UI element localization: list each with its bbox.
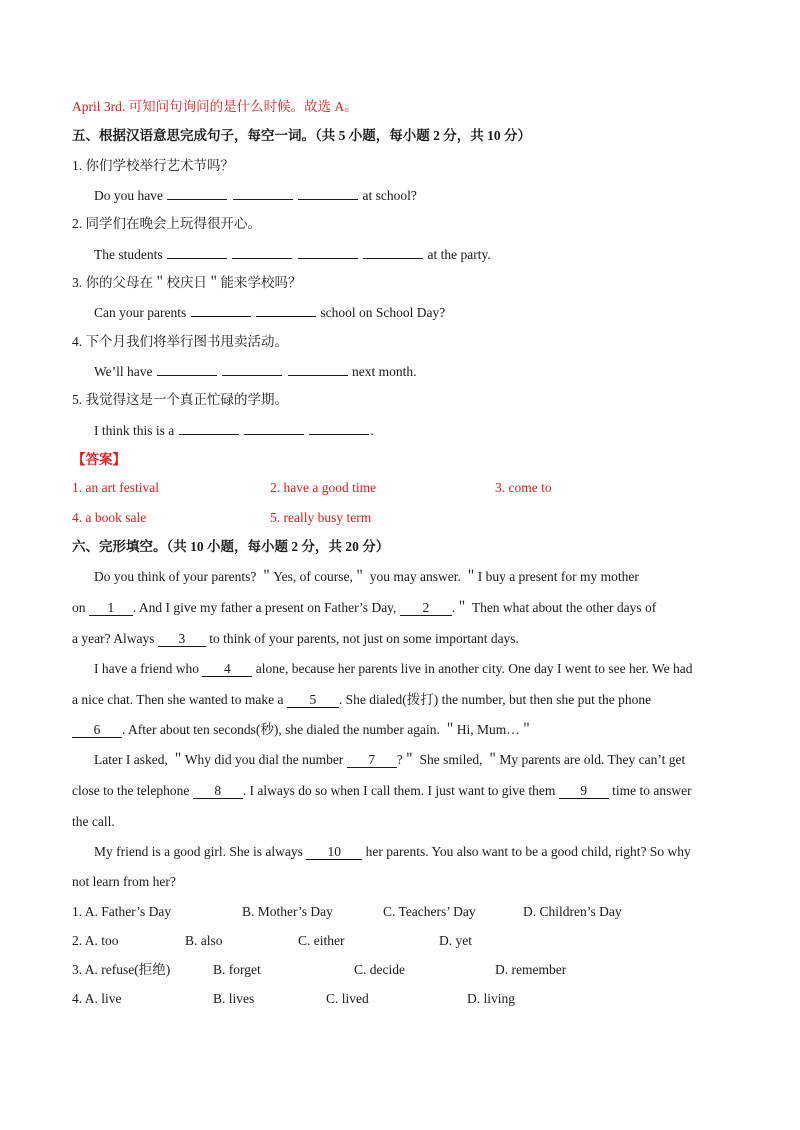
option: C. decide [354, 962, 405, 977]
question-1-english [94, 186, 417, 205]
explanation-note: April 3rd. 可知问句询问的是什么时候。故选 A。 [72, 99, 358, 114]
answer-label: 【答案】 [72, 452, 126, 467]
passage-line [72, 782, 692, 800]
blank [167, 245, 227, 259]
cloze-blank-4: 4 [202, 661, 252, 677]
blank [298, 186, 358, 200]
passage-line [94, 843, 691, 861]
option: B. lives [213, 991, 255, 1006]
question-5-chinese: 5. 我觉得这是一个真正忙碌的学期。 [72, 392, 288, 407]
cloze-blank-3: 3 [158, 631, 206, 647]
passage-line [94, 660, 692, 678]
option: B. forget [213, 962, 261, 977]
q2-suffix: at the party. [427, 247, 491, 262]
passage-text: a year? Always [72, 631, 155, 646]
option: D. Children’s Day [523, 904, 622, 919]
passage-text: to think of your parents, not just on some important days. [209, 631, 519, 646]
section6-title: 六、完形填空。（共 10 小题，每小题 2 分，共 20 分） [72, 539, 390, 554]
passage-text: close to the telephone [72, 783, 190, 798]
blank [298, 245, 358, 259]
passage-line [72, 599, 656, 617]
passage-text: a nice chat. Then she wanted to make a [72, 692, 284, 707]
option: D. living [467, 991, 516, 1006]
q2-prefix: The students [94, 247, 163, 262]
blank [363, 245, 423, 259]
passage-line [72, 691, 651, 709]
blank [256, 303, 316, 317]
passage-line [94, 751, 685, 769]
answer-5: 5. really busy term [270, 510, 372, 525]
passage-text: on [72, 600, 86, 615]
section5-title: 五、根据汉语意思完成句子，每空一词。（共 5 小题，每小题 2 分，共 10 分） [72, 128, 531, 143]
blank [157, 362, 217, 376]
passage-text: . She dialed(拨打) the number, but then she put the phone [338, 692, 652, 707]
answer-2: 2. have a good time [270, 480, 377, 495]
blank [233, 186, 293, 200]
passage-text: ?＂ She smiled, ＂My parents are old. They can’t get [396, 752, 686, 767]
passage-text: My friend is a good girl. She is always [94, 844, 303, 859]
q3-prefix: Can your parents [94, 305, 187, 320]
option: C. either [298, 933, 345, 948]
q5-suffix: . [370, 423, 374, 438]
answer-1: 1. an art festival [72, 480, 159, 495]
cloze-blank-6: 6 [72, 722, 122, 738]
passage-text: . I always do so when I call them. I just want to give them [242, 783, 556, 798]
blank [244, 421, 304, 435]
cloze-blank-8: 8 [193, 783, 243, 799]
answer-4: 4. a book sale [72, 510, 147, 525]
blank [309, 421, 369, 435]
option: C. Teachers’ Day [383, 904, 476, 919]
passage-line [72, 721, 533, 739]
option: 3. A. refuse(拒绝) [72, 962, 171, 977]
passage-text: time to answer [612, 783, 692, 798]
cloze-blank-9: 9 [559, 783, 609, 799]
passage-text: . After about ten seconds(秒), she dialed the number again. ＂Hi, Mum…＂ [122, 722, 534, 737]
blank [191, 303, 251, 317]
question-4-chinese: 4. 下个月我们将举行图书甩卖活动。 [72, 334, 288, 349]
question-2-chinese: 2. 同学们在晚会上玩得很开心。 [72, 216, 261, 231]
passage-text: her parents. You also want to be a good child, right? So why [365, 844, 691, 859]
blank [222, 362, 282, 376]
question-3-chinese: 3. 你的父母在＂校庆日＂能来学校吗？ [72, 275, 302, 290]
passage-line [72, 630, 519, 648]
passage-line: the call. [72, 814, 115, 829]
passage-text: .＂ Then what about the other days of [451, 600, 657, 615]
passage-text: I have a friend who [94, 661, 199, 676]
q3-suffix: school on School Day? [320, 305, 446, 320]
blank [232, 245, 292, 259]
passage-text: . And I give my father a present on Father’s Day, [132, 600, 397, 615]
q4-suffix: next month. [352, 364, 417, 379]
question-5-english [94, 421, 374, 440]
option: 2. A. too [72, 933, 119, 948]
option: C. lived [326, 991, 369, 1006]
option: B. Mother’s Day [242, 904, 333, 919]
option: D. remember [495, 962, 567, 977]
question-3-english [94, 303, 445, 322]
option: B. also [185, 933, 223, 948]
cloze-blank-5: 5 [287, 692, 339, 708]
option: D. yet [439, 933, 472, 948]
question-4-english [94, 362, 417, 381]
cloze-blank-2: 2 [400, 600, 452, 616]
passage-line: not learn from her? [72, 874, 176, 889]
option: 4. A. live [72, 991, 122, 1006]
passage-text: alone, because her parents live in another city. One day I went to see her. We had [255, 661, 693, 676]
cloze-blank-10: 10 [306, 844, 362, 860]
q5-prefix: I think this is a [94, 423, 175, 438]
passage-text: Later I asked, ＂Why did you dial the number [94, 752, 344, 767]
blank [167, 186, 227, 200]
blank [288, 362, 348, 376]
q4-prefix: We’ll have [94, 364, 153, 379]
blank [179, 421, 239, 435]
answer-3: 3. come to [495, 480, 552, 495]
cloze-blank-7: 7 [347, 752, 397, 768]
passage-line: Do you think of your parents? ＂Yes, of course,＂ you may answer. ＂I buy a present for my mother [94, 569, 639, 584]
option: 1. A. Father’s Day [72, 904, 172, 919]
q1-suffix: at school? [362, 188, 417, 203]
question-1-chinese: 1. 你们学校举行艺术节吗？ [72, 158, 234, 173]
q1-prefix: Do you have [94, 188, 163, 203]
question-2-english [94, 245, 491, 264]
cloze-blank-1: 1 [89, 600, 133, 616]
